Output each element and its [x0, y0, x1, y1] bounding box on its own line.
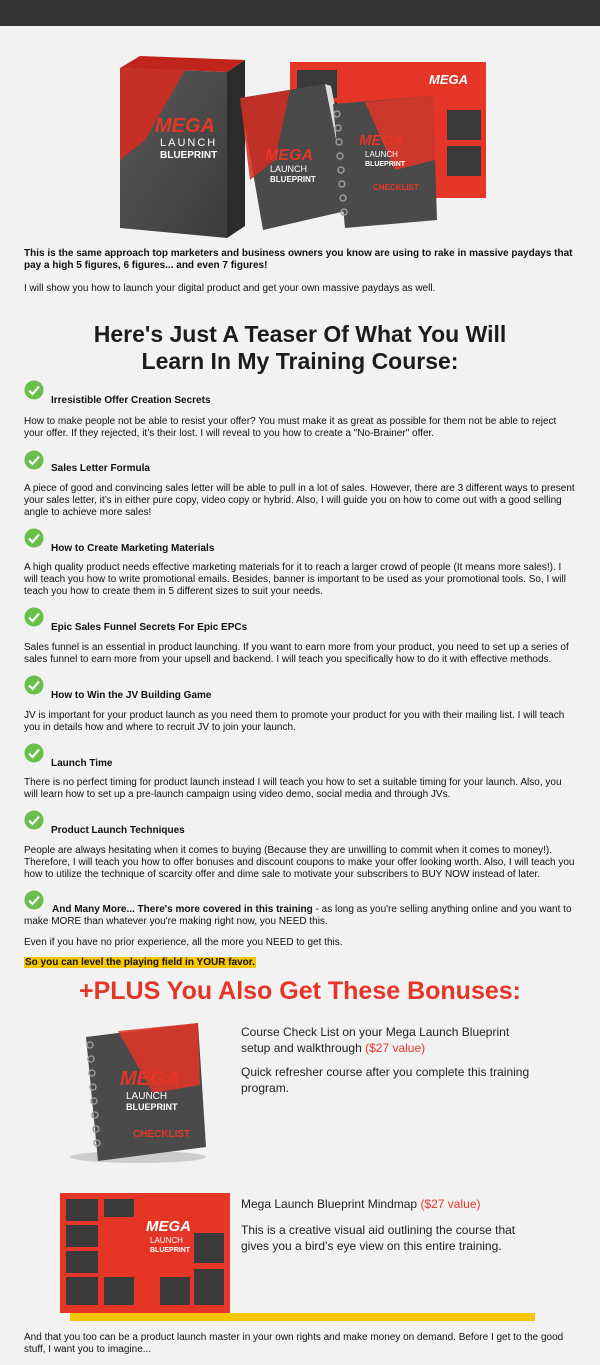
- item-title: Epic Sales Funnel Secrets For Epic EPCs: [51, 622, 248, 633]
- intro-bold: This is the same approach top marketers and business owners you know are using to rake in massive paydays that pay a high 5 figures, 6 figures... and even 7 figures!: [24, 248, 573, 271]
- item-title: Launch Time: [51, 758, 113, 769]
- more-bold: And Many More... There's more covered in this training: [52, 904, 313, 915]
- item-text: A high quality product needs effective marketing materials for it to reach a larger crowd of people (It means more sales!). I will teach you how to write promotional emails. Besides, banner is important to be used as your promotional tools. So, I will teach you how to create them in 5 different sizes to suit your needs.: [24, 562, 566, 597]
- bonus-mindmap-image: [60, 1193, 230, 1313]
- item-title: How to Win the JV Building Game: [51, 690, 212, 701]
- bonus2-line2: BLUEPRINT: [150, 1247, 191, 1254]
- top-bar: [0, 0, 600, 26]
- notebook-line2: BLUEPRINT: [365, 161, 406, 168]
- teaser-heading-line1: Here's Just A Teaser Of What You Will: [93, 321, 507, 347]
- more-paragraph: [24, 904, 576, 928]
- box-line2: BLUEPRINT: [160, 150, 218, 161]
- more-rest: - as long as you're selling anything online and you want to make MORE than whatever you're making right now, you NEED this.: [24, 904, 572, 927]
- bonus2-value: ($27 value): [420, 1197, 481, 1211]
- bonus1-value: ($27 value): [365, 1041, 426, 1055]
- book-brand: MEGA: [265, 147, 313, 164]
- bonus1-brand: MEGA: [120, 1068, 180, 1090]
- bonus1-line1: LAUNCH: [126, 1091, 168, 1102]
- outro-text: And that you too can be a product launch master in your own rights and make money on demand. Before I get to the good stuff, I want you to imagine...: [24, 1332, 564, 1355]
- bonus2-line1: LAUNCH: [150, 1236, 183, 1245]
- item-title: Sales Letter Formula: [51, 463, 150, 474]
- item-title: Product Launch Techniques: [51, 825, 185, 836]
- hero-product-bundle: [115, 50, 490, 240]
- book-line1: LAUNCH: [270, 164, 308, 174]
- highlight-paragraph: [24, 957, 576, 969]
- item-title: How to Create Marketing Materials: [51, 543, 215, 554]
- even-text: Even if you have no prior experience, all the more you NEED to get this.: [24, 937, 343, 948]
- bonus2-brand: MEGA: [146, 1218, 191, 1235]
- check-icon: [24, 450, 44, 470]
- notebook-brand: MEGA: [359, 132, 404, 149]
- item-text: Sales funnel is an essential in product launching. If you want to earn more from your product, you need to set up a series of sales funnel to earn more from your upsell and backend. I will teach you specifically how to do it with effective methods.: [24, 642, 569, 665]
- item-title: Irresistible Offer Creation Secrets: [51, 395, 211, 406]
- teaser-heading-line2: Learn In My Training Course:: [141, 348, 459, 374]
- bonus-desc: Quick refresher course after you complete this training program.: [241, 1065, 530, 1095]
- item-text: A piece of good and convincing sales letter will be able to pull in a lot of sales. However, there are 3 different ways to present your sales letter, it’s in either pure copy, video copy or hybrid. Also, I will guide you on how to come out with a good selling angle to achieve more sales!: [24, 483, 575, 518]
- check-icon: [24, 743, 44, 763]
- check-icon: [24, 810, 44, 830]
- bonus-title: [241, 1024, 541, 1056]
- item-text: JV is important for your product launch as you need them to promote your product for you with their mailing list. I will teach you in details how and where to recruit JV to join your launch.: [24, 710, 565, 733]
- item-text: People are always hesitating when it comes to buying (Because they are unwilling to commit when it comes to money!). Therefore, I will teach you how to offer bonuses and discount coupons to make your offer looking worth. Also, I will teach you how to utilize the technique of scarcity offer and dime sale to motivate your subscribers to BUY NOW instead of later.: [24, 845, 575, 880]
- bonus1-title-text: Course Check List on your Mega Launch Blueprint setup and walkthrough: [241, 1025, 510, 1055]
- check-icon: [24, 675, 44, 695]
- checklist-notebook: [333, 96, 437, 228]
- check-icon: [24, 380, 44, 400]
- sheet-brand: MEGA: [429, 72, 468, 87]
- item-text: How to make people not be able to resist your offer? You must make it as great as possible for them not be able to reject your offer. If they rejected, it’s their lost. I will reveal to you how to create a "No-Brainer" offer.: [24, 416, 557, 439]
- notebook-badge: CHECKLIST: [373, 183, 419, 192]
- item-text: There is no perfect timing for product launch instead I will teach you how to set a suitable timing for your launch. Also, you will learn how to set up a pre-launch campaign using video demo, social media and through JVs.: [24, 777, 562, 800]
- highlight-underline: [70, 1313, 535, 1321]
- bonus1-line2: BLUEPRINT: [126, 1102, 178, 1112]
- intro-normal: I will show you how to launch your digital product and get your own massive paydays as well.: [24, 283, 436, 294]
- box-line1: LAUNCH: [160, 137, 218, 149]
- bonus-title: [241, 1196, 541, 1212]
- bonus1-badge: CHECKLIST: [133, 1129, 191, 1140]
- book-line2: BLUEPRINT: [270, 175, 316, 184]
- bonus-heading: +PLUS You Also Get These Bonuses:: [79, 977, 521, 1005]
- highlight-text: So you can level the playing field in YOUR favor.: [25, 957, 255, 968]
- product-box: [120, 56, 245, 238]
- bonus2-title-text: Mega Launch Blueprint Mindmap: [241, 1197, 418, 1211]
- bonus-desc: This is a creative visual aid outlining the course that gives you a bird’s eye view on this entire training.: [241, 1223, 516, 1253]
- box-brand: MEGA: [155, 115, 215, 137]
- check-icon: [24, 528, 44, 548]
- bonus-checklist-image: [58, 1015, 218, 1165]
- notebook-line1: LAUNCH: [365, 150, 398, 159]
- check-icon: [24, 607, 44, 627]
